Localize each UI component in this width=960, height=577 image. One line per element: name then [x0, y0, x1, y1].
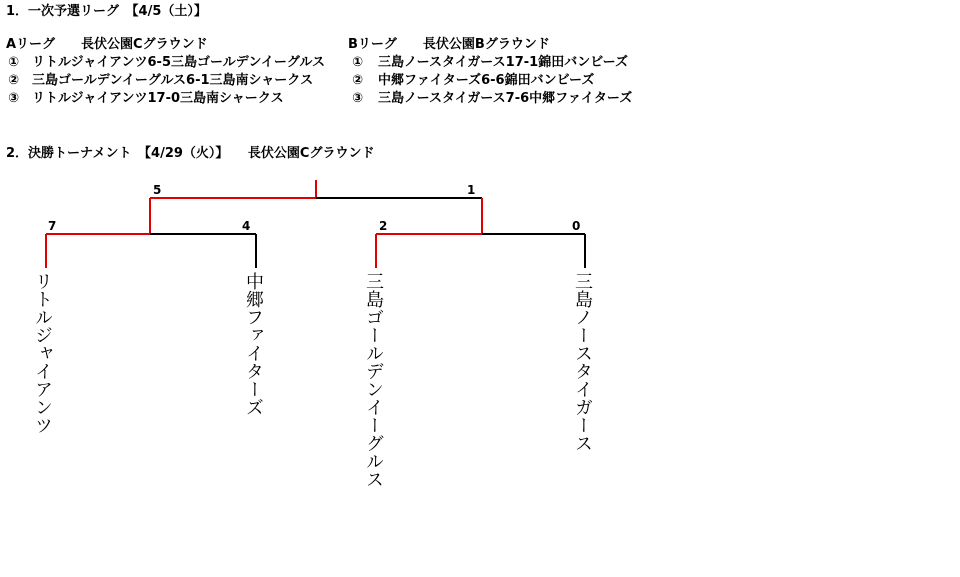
team-name-1: リトルジャイアンツ: [32, 272, 53, 434]
league-a-match-2-num: ②: [8, 73, 20, 88]
league-a-match-1-num: ①: [8, 55, 20, 70]
section2-title: 2．決勝トーナメント 【4/29（火）】 長伏公園Cグラウンド: [6, 146, 375, 161]
team-name-2: 中郷ファイターズ: [243, 272, 264, 416]
league-b-header: Bリーグ 長伏公園Bグラウンド: [348, 37, 550, 52]
semi-right-score-right: 0: [572, 219, 581, 233]
league-b-match-3: 三島ノースタイガース7-6中郷ファイターズ: [378, 91, 633, 106]
league-b-match-1-num: ①: [352, 55, 364, 70]
league-b-match-1: 三島ノースタイガース17-1錦田バンビーズ: [378, 55, 629, 70]
semi-left-score-right: 4: [242, 219, 251, 233]
league-a-match-3: リトルジャイアンツ17-0三島南シャークス: [32, 91, 284, 106]
league-a-match-2: 三島ゴールデンイーグルス6-1三島南シャークス: [32, 73, 314, 88]
final-score-right: 1: [467, 183, 476, 197]
semi-right-score-left: 2: [379, 219, 388, 233]
league-b-match-2-num: ②: [352, 73, 364, 88]
league-b-match-3-num: ③: [352, 91, 364, 106]
section1-title: 1．一次予選リーグ 【4/5（土）】: [6, 4, 207, 19]
league-a-match-1: リトルジャイアンツ6-5三島ゴールデンイーグルス: [32, 55, 326, 70]
team-name-3: 三島ゴールデンイーグルス: [363, 272, 384, 488]
league-b-match-2: 中郷ファイターズ6-6錦田バンビーズ: [378, 73, 595, 88]
final-score-left: 5: [153, 183, 162, 197]
semi-left-score-left: 7: [48, 219, 57, 233]
league-a-header: Aリーグ 長伏公園Cグラウンド: [6, 37, 208, 52]
league-a-match-3-num: ③: [8, 91, 20, 106]
team-name-4: 三島ノースタイガース: [572, 272, 593, 452]
